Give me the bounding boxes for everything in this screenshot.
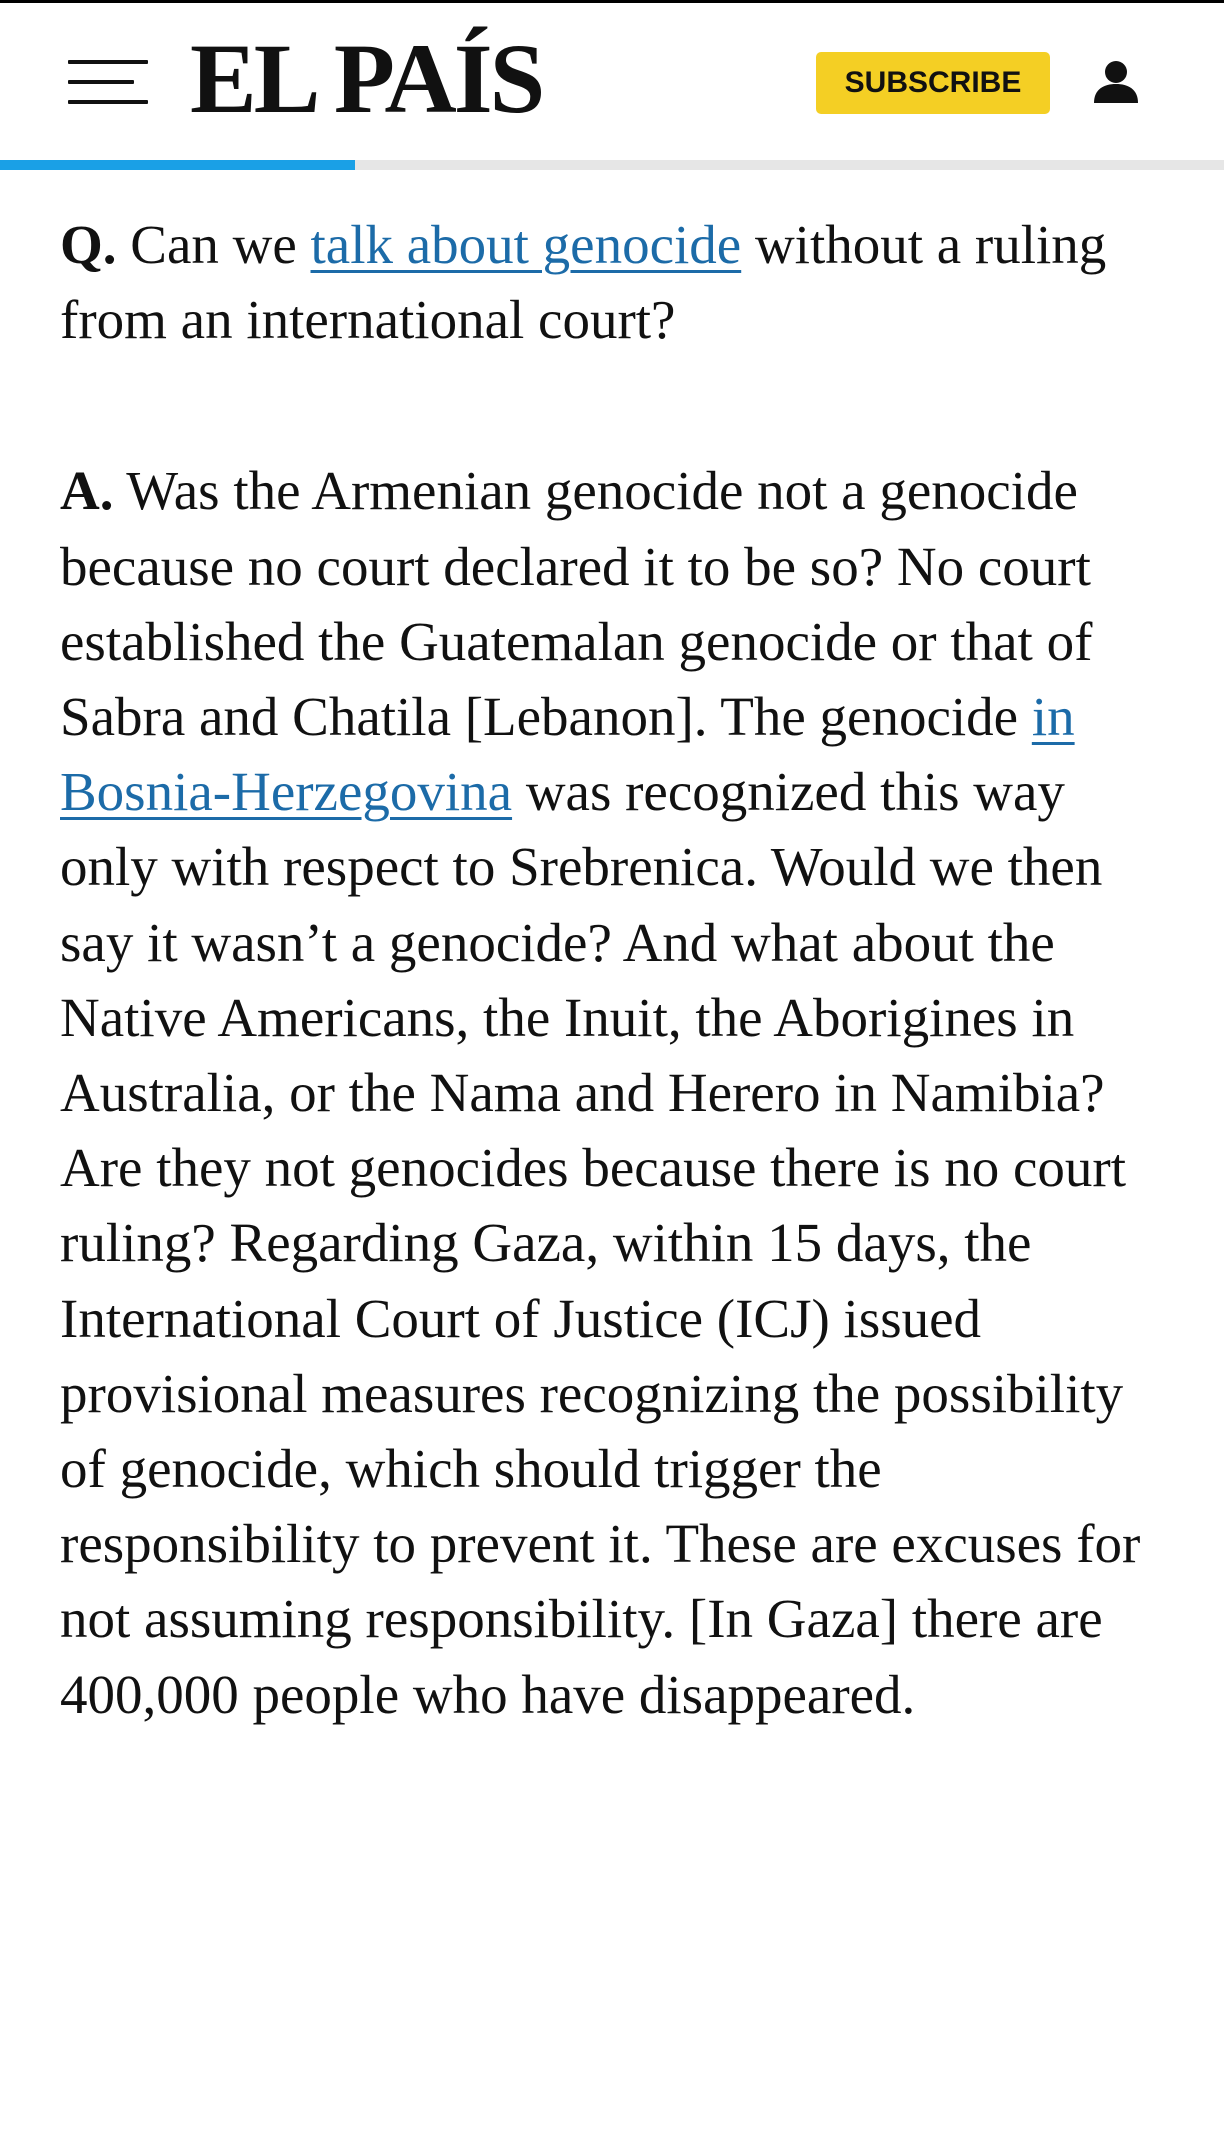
subscribe-button[interactable]: SUBSCRIBE: [816, 52, 1050, 114]
question-text-start: Can we: [116, 214, 311, 275]
reading-progress-fill: [0, 160, 355, 170]
reading-progress-bar: [0, 160, 1224, 170]
bosnia-herzegovina-link[interactable]: in Bosnia-Herzegovina: [60, 686, 1075, 823]
hamburger-menu-icon: [68, 60, 148, 64]
question-text-end: without a ruling from an international court?: [60, 214, 1107, 351]
article-body: [60, 207, 1170, 1732]
answer-paragraph: [60, 453, 1170, 1731]
answer-lead: A.: [60, 460, 114, 522]
menu-button[interactable]: [68, 58, 148, 106]
answer-text-start: Was the Armenian genocide not a genocide because no court declared it to be so? No court established the Guatemalan genocide or that of Sabra and Chatila [Lebanon]. The genocide: [60, 460, 1093, 748]
genocide-link[interactable]: talk about genocide: [310, 214, 742, 275]
answer-text-end: was recognized this way only with respect to Srebrenica. Would we then say it wasn’t a genocide? And what about the Native Americans, the Inuit, the Aborigines in Australia, or the Nama and Herero in Namibia? Are they not genocides because there is no court ruling? Regarding Gaza, within 15 days, the International Court of Justice (ICJ) issued provisional measures recognizing the possibility of genocide, which should trigger the responsibility to prevent it. These are excuses for not assuming responsibility. [In Gaza] there are 400,000 people who have disappeared.: [60, 761, 1141, 1725]
hamburger-menu-icon-line: [68, 100, 148, 104]
question-lead: Q.: [60, 214, 117, 275]
question-paragraph: [60, 207, 1170, 357]
user-account-icon: [1090, 57, 1142, 109]
site-header: [0, 3, 1224, 160]
el-pais-logo[interactable]: EL PAÍS: [190, 23, 543, 134]
account-button[interactable]: [1090, 57, 1142, 109]
hamburger-menu-icon-line: [68, 80, 134, 84]
